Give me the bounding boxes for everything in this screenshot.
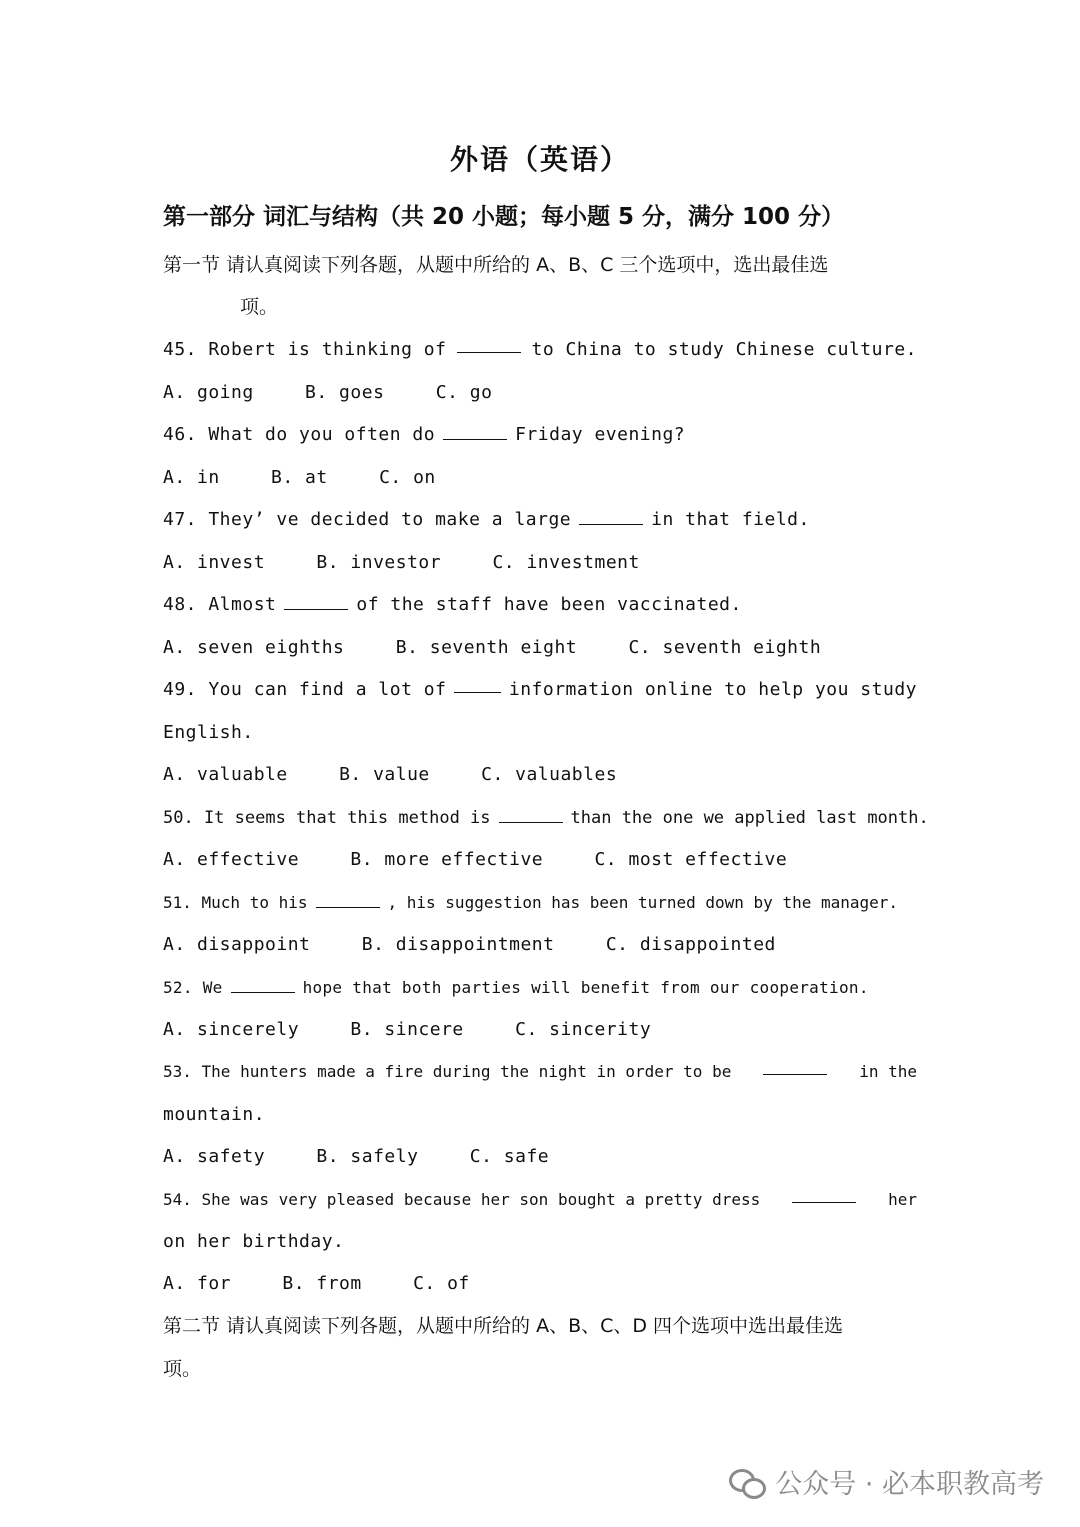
option-c: C. on (379, 467, 436, 488)
question-46 (163, 421, 917, 449)
section1-instruction: 第一节 请认真阅读下列各题，从题中所给的 A、B、C 三个选项中，选出最佳选 (163, 254, 829, 276)
options-54 (163, 1270, 917, 1298)
option-c: C. most effective (594, 849, 788, 870)
question-stem: 49. You can find a lot of (163, 679, 447, 700)
answer-blank (316, 891, 380, 908)
option-c: C. safe (469, 1146, 550, 1167)
option-a: A. invest (163, 552, 266, 573)
options-46 (163, 464, 917, 492)
section1-instruction-cont: 项。 (240, 296, 279, 318)
option-b: B. from (282, 1273, 362, 1294)
option-c: C. valuables (481, 764, 618, 785)
question-stem: 46. What do you often do (163, 424, 436, 445)
answer-blank (457, 336, 521, 353)
option-b: B. safely (316, 1146, 419, 1167)
wechat-icon (729, 1467, 765, 1497)
question-51 (163, 889, 917, 917)
options-49 (163, 761, 917, 789)
question-stem: 52. We (163, 978, 223, 997)
question-stem: 47. They’ ve decided to make a large (163, 509, 572, 530)
question-stem: 51. Much to his (163, 893, 308, 912)
option-c: C. sincerity (515, 1019, 652, 1040)
question-stem-end: information online to help you study (508, 679, 917, 700)
question-stem-end: in that field. (651, 509, 810, 530)
section2-instruction-cont: 项。 (163, 1358, 202, 1380)
option-a: A. sincerely (163, 1019, 300, 1040)
question-47 (163, 506, 917, 534)
answer-blank (443, 423, 507, 440)
option-a: A. in (163, 467, 220, 488)
question-stem: 45. Robert is thinking of (163, 339, 447, 360)
answer-blank (792, 1186, 856, 1203)
options-45 (163, 379, 917, 407)
answer-blank (499, 806, 563, 823)
answer-blank (284, 593, 348, 610)
option-c: C. disappointed (605, 934, 776, 955)
option-c: C. of (413, 1273, 470, 1294)
option-a: A. safety (163, 1146, 266, 1167)
answer-blank (579, 508, 643, 525)
question-stem-end: of the staff have been vaccinated. (356, 594, 742, 615)
question-stem-end: Friday evening? (515, 424, 686, 445)
page-title: 外语（英语） (449, 143, 630, 176)
option-b: B. more effective (350, 849, 544, 870)
option-b: B. at (271, 467, 328, 488)
question-53-cont: mountain. (163, 1104, 266, 1125)
options-48 (163, 634, 917, 662)
question-stem-end: , his suggestion has been turned down by the manager. (387, 893, 899, 912)
option-b: B. goes (305, 382, 385, 403)
option-a: A. disappoint (163, 934, 311, 955)
question-50 (163, 804, 929, 832)
part-heading: 第一部分 词汇与结构（共 20 小题；每小题 5 分，满分 100 分） (163, 204, 845, 230)
options-50 (163, 846, 917, 874)
question-stem-end: to China to study Chinese culture. (531, 339, 917, 360)
option-a: A. going (163, 382, 254, 403)
option-b: B. sincere (350, 1019, 464, 1040)
question-45 (163, 336, 917, 364)
watermark-text: 公众号 · 必本职教高考 (775, 1469, 1044, 1500)
question-49 (163, 676, 917, 704)
question-53 (163, 1058, 917, 1086)
question-stem-end: her (888, 1190, 917, 1209)
section2-instruction: 第二节 请认真阅读下列各题，从题中所给的 A、B、C、D 四个选项中选出最佳选 (163, 1315, 844, 1337)
question-stem: 48. Almost (163, 594, 277, 615)
question-stem-end: than the one we applied last month. (570, 808, 929, 828)
question-52 (163, 974, 917, 1002)
question-54 (163, 1186, 917, 1214)
option-b: B. seventh eight (395, 637, 578, 658)
options-51 (163, 931, 917, 959)
option-c: C. go (435, 382, 493, 403)
answer-blank (454, 676, 500, 693)
option-a: A. effective (163, 849, 300, 870)
option-a: A. seven eighths (163, 637, 345, 658)
question-stem: 50. It seems that this method is (163, 808, 491, 828)
question-stem: 53. The hunters made a fire during the night in order to be (163, 1062, 732, 1081)
watermark (729, 1462, 1044, 1501)
option-b: B. investor (316, 552, 442, 573)
answer-blank (763, 1058, 827, 1075)
question-stem-end: in the (859, 1062, 917, 1081)
answer-blank (231, 976, 295, 993)
option-b: B. value (339, 764, 430, 785)
option-c: C. seventh eighth (628, 637, 822, 658)
option-b: B. disappointment (361, 934, 555, 955)
question-54-cont: on her birthday. (163, 1231, 345, 1252)
option-c: C. investment (492, 552, 640, 573)
option-a: A. for (163, 1273, 232, 1294)
question-stem: 54. She was very pleased because her son bought a pretty dress (163, 1190, 761, 1209)
question-49-cont: English. (163, 722, 254, 743)
options-52 (163, 1016, 917, 1044)
options-47 (163, 549, 917, 577)
question-stem-end: hope that both parties will benefit from our cooperation. (302, 978, 869, 997)
option-a: A. valuable (163, 764, 288, 785)
options-53 (163, 1143, 917, 1171)
question-48 (163, 591, 917, 619)
